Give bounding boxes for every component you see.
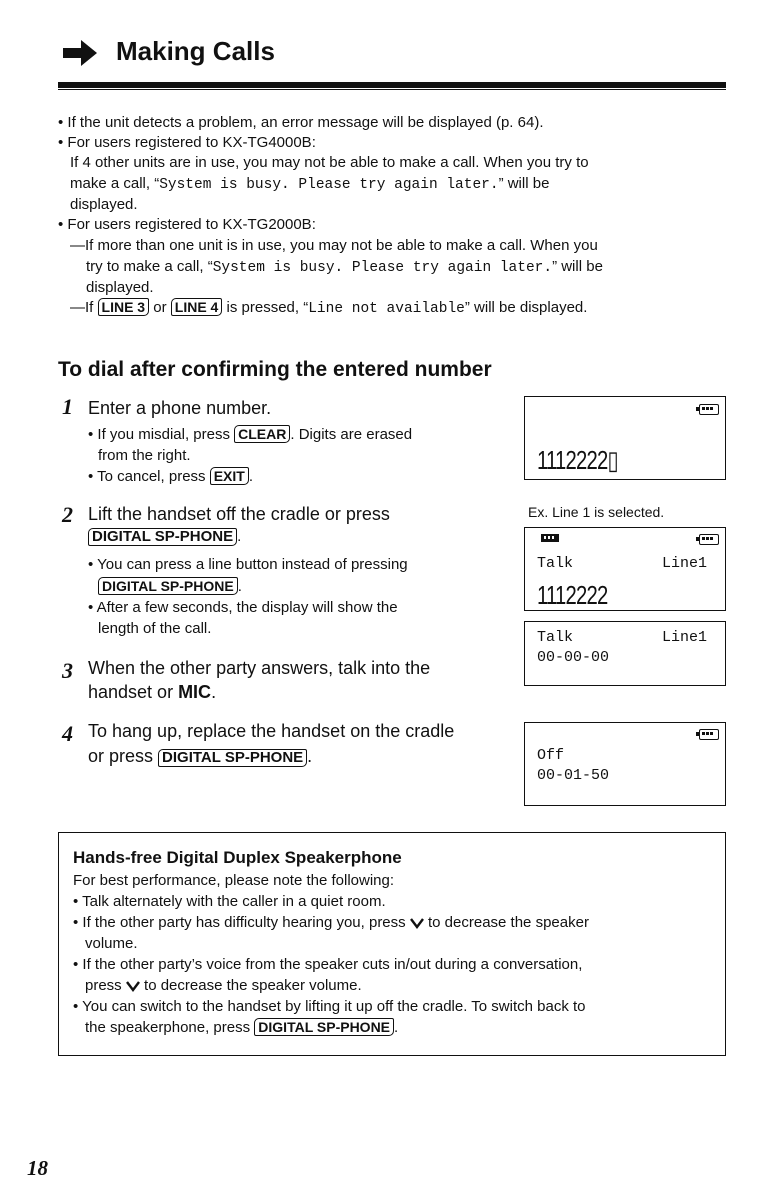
- display-off-timer: [524, 722, 726, 806]
- tip-volume: • If the other party has difficulty hearing you, press to decrease the speaker: [73, 914, 589, 931]
- display-mode: Talk: [537, 555, 574, 572]
- page-number: 18: [27, 1156, 48, 1180]
- note-tg2000-line1: —If more than one unit is in use, you may not be able to make a call. When you: [70, 237, 598, 254]
- note-line-keys: —If LINE 3 or LINE 4 is pressed, “Line not available” will be displayed.: [70, 299, 588, 317]
- step-4-number: 4: [62, 721, 73, 746]
- step-3-number: 3: [62, 658, 73, 683]
- digital-sp-phone-key: DIGITAL SP-PHONE: [98, 577, 238, 595]
- note-tg4000-line3: displayed.: [70, 196, 138, 213]
- step-1-text: Enter a phone number.: [88, 398, 272, 418]
- step-2-key-line: DIGITAL SP-PHONE .: [88, 527, 241, 547]
- step-1-misdial-line2: from the right.: [98, 447, 191, 464]
- step-3-text: When the other party answers, talk into the: [88, 658, 431, 678]
- page-title: Making Calls: [116, 36, 275, 66]
- display-line: Line1: [662, 629, 708, 646]
- line4-key: LINE 4: [171, 298, 223, 316]
- step-3-text-line2: handset or MIC.: [88, 682, 217, 702]
- battery-icon: [699, 404, 719, 415]
- digital-sp-phone-key: DIGITAL SP-PHONE: [158, 749, 307, 767]
- speakerphone-tips-box: [58, 832, 726, 1056]
- step-2-timer-note-line2: length of the call.: [98, 620, 212, 637]
- step-1-number: 1: [62, 394, 73, 419]
- step-2-number: 2: [62, 502, 73, 527]
- note-tg2000: • For users registered to KX-TG2000B:: [58, 216, 316, 233]
- tips-heading: Hands-free Digital Duplex Speakerphone: [73, 848, 402, 867]
- display-timer: 00-00-00: [537, 649, 610, 666]
- arrow-right-icon: [63, 40, 97, 66]
- volume-down-icon: [410, 917, 424, 929]
- display-line: Line1: [662, 555, 708, 572]
- display-timer: 00-01-50: [537, 767, 610, 784]
- display-entered-number: [524, 396, 726, 480]
- note-tg4000-line1: If 4 other units are in use, you may not be able to make a call. When you try to: [70, 154, 589, 171]
- display-talk-timer: [524, 621, 726, 686]
- section-title: To dial after confirming the entered number: [58, 358, 492, 381]
- step-2-key-line2: DIGITAL SP-PHONE .: [98, 577, 242, 597]
- digital-sp-phone-key: DIGITAL SP-PHONE: [88, 528, 237, 546]
- display-talk-number: [524, 527, 726, 611]
- tip-volume-line2: volume.: [85, 935, 138, 952]
- step-1-cancel: • To cancel, press EXIT .: [88, 468, 254, 485]
- tip-cuts: • If the other party’s voice from the speaker cuts in/out during a conversation,: [73, 956, 583, 973]
- volume-down-icon: [126, 980, 140, 992]
- note-tg4000: • For users registered to KX-TG4000B:: [58, 134, 316, 151]
- display-caption: Ex. Line 1 is selected.: [528, 504, 665, 520]
- line-not-available-message: Line not available: [308, 301, 465, 317]
- step-1-misdial: • If you misdial, press CLEAR . Digits are erased: [88, 426, 413, 443]
- digital-sp-phone-key: DIGITAL SP-PHONE: [254, 1018, 394, 1036]
- note-tg2000-line2: try to make a call, “System is busy. Please try again later.” will be: [86, 258, 603, 276]
- step-2-line-button-note: • You can press a line button instead of pressing: [88, 556, 408, 573]
- tip-switch-line2: the speakerphone, press DIGITAL SP-PHONE .: [85, 1019, 399, 1036]
- exit-key: EXIT: [210, 467, 249, 485]
- header-rule-thin: [58, 89, 726, 90]
- busy-message: System is busy. Please try again later.: [212, 260, 553, 276]
- line3-key: LINE 3: [98, 298, 150, 316]
- tips-intro: For best performance, please note the following:: [73, 872, 395, 889]
- step-4-text-line2: or press DIGITAL SP-PHONE .: [88, 746, 313, 766]
- battery-icon: [699, 534, 719, 545]
- display-mode: Talk: [537, 629, 574, 646]
- step-2-timer-note: • After a few seconds, the display will show the: [88, 599, 398, 616]
- tip-alternate: • Talk alternately with the caller in a quiet room.: [73, 893, 386, 910]
- note-error: • If the unit detects a problem, an error message will be displayed (p. 64).: [58, 114, 544, 131]
- battery-icon: [699, 729, 719, 740]
- line-in-use-icon: [541, 534, 559, 542]
- step-4-text: To hang up, replace the handset on the cradle: [88, 721, 455, 741]
- header-rule: [58, 82, 726, 88]
- display-number: 1112222: [537, 580, 608, 610]
- clear-key: CLEAR: [234, 425, 290, 443]
- tip-switch: • You can switch to the handset by lifting it up off the cradle. To switch back to: [73, 998, 586, 1015]
- step-2-text: Lift the handset off the cradle or press: [88, 504, 390, 524]
- note-tg2000-line3: displayed.: [86, 279, 154, 296]
- tip-cuts-line2: press to decrease the speaker volume.: [85, 977, 362, 994]
- busy-message: System is busy. Please try again later.: [159, 177, 499, 193]
- display-number: 1112222▯: [537, 445, 618, 475]
- note-tg4000-line2: make a call, “System is busy. Please try again later.” will be: [70, 175, 550, 193]
- display-mode: Off: [537, 747, 565, 764]
